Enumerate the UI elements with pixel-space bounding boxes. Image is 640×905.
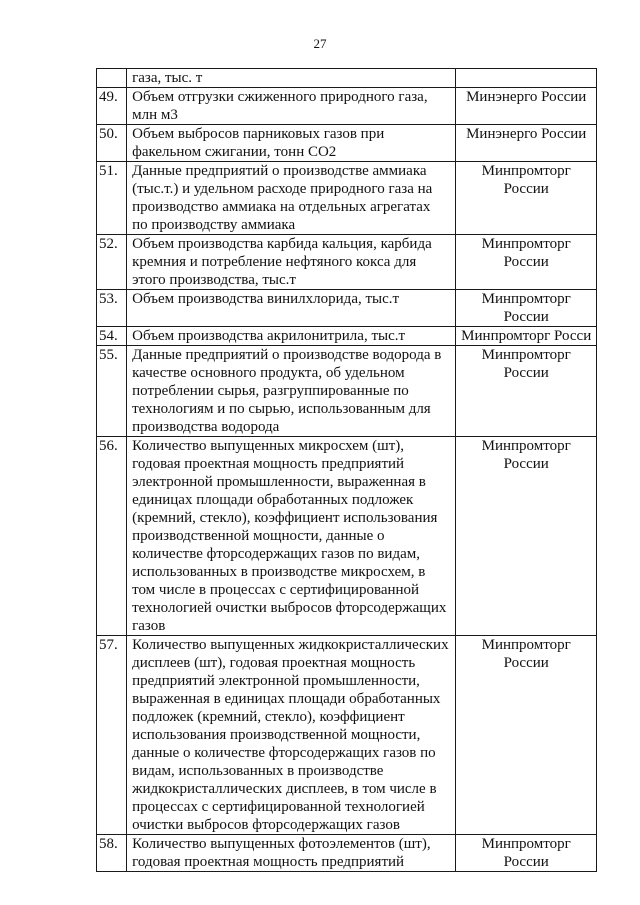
row-description: Объем выбросов парниковых газов при факельном сжигании, тонн CO2 xyxy=(132,126,385,160)
row-responsible-agency-cell xyxy=(456,162,597,235)
table-row xyxy=(97,437,597,636)
table-row xyxy=(97,162,597,235)
page-number: 27 xyxy=(313,36,327,51)
row-description: Объем отгрузки сжиженного природного газа, млн м3 xyxy=(132,89,428,123)
row-description-cell xyxy=(127,636,456,835)
row-number: 50. xyxy=(97,125,127,162)
row-responsible-agency-cell xyxy=(456,636,597,835)
row-description-cell xyxy=(127,327,456,346)
table-row xyxy=(97,636,597,835)
row-description: Данные предприятий о производстве водорода в качестве основного продукта, об удельном потреблении сырья, разгруппированные по технологиям и по сырью, использованным для производства водорода xyxy=(132,347,442,435)
row-responsible-agency: Минпромторг России xyxy=(481,163,571,197)
row-description-cell xyxy=(127,835,456,872)
table-row xyxy=(97,835,597,872)
row-responsible-agency: Минпромторг России xyxy=(481,347,571,381)
row-description-cell xyxy=(127,162,456,235)
row-number: 58. xyxy=(97,835,127,872)
row-description: Данные предприятий о производстве аммиака (тыс.т.) и удельном расходе природного газа на производство аммиака на отдельных агрегатах по производству аммиака xyxy=(132,163,433,233)
row-responsible-agency: Минпромторг России xyxy=(481,637,571,671)
row-number: 51. xyxy=(97,162,127,235)
row-description-cell xyxy=(127,69,456,88)
table-row xyxy=(97,290,597,327)
table-row xyxy=(97,346,597,437)
row-description: Объем производства винилхлорида, тыс.т xyxy=(132,291,400,307)
row-description-cell xyxy=(127,88,456,125)
row-responsible-agency-cell xyxy=(456,125,597,162)
row-responsible-agency-cell xyxy=(456,327,597,346)
row-responsible-agency: Минэнерго России xyxy=(466,89,587,105)
row-description: Количество выпущенных фотоэлементов (шт), годовая проектная мощность предприятий xyxy=(132,836,431,870)
data-sources-table xyxy=(96,68,597,872)
row-description-cell xyxy=(127,290,456,327)
row-responsible-agency: Минпромторг Росси xyxy=(461,328,592,344)
row-responsible-agency: Минпромторг России xyxy=(481,291,571,325)
row-number: 56. xyxy=(97,437,127,636)
table-row xyxy=(97,88,597,125)
row-number: 49. xyxy=(97,88,127,125)
row-responsible-agency: Минэнерго России xyxy=(466,126,587,142)
row-description: Количество выпущенных микросхем (шт), годовая проектная мощность предприятий электронной промышленности, выраженная в единицах площади обработанных подложек (кремний, стекло), коэффициент использования производственной мощности, данные о количестве фторсодержащих газов по видам, использованных в производстве микросхем, в том числе в процессах с сертифицированной технологией очистки выбросов фторсодержащих газов xyxy=(132,438,447,634)
row-number: 53. xyxy=(97,290,127,327)
row-number: 57. xyxy=(97,636,127,835)
row-description-cell xyxy=(127,346,456,437)
row-responsible-agency-cell xyxy=(456,835,597,872)
row-number: 52. xyxy=(97,235,127,290)
row-description-cell xyxy=(127,437,456,636)
table-row xyxy=(97,69,597,88)
row-responsible-agency-cell xyxy=(456,88,597,125)
row-responsible-agency-cell xyxy=(456,346,597,437)
row-responsible-agency: Минпромторг России xyxy=(481,236,571,270)
table-row xyxy=(97,327,597,346)
row-responsible-agency-cell xyxy=(456,437,597,636)
row-description-cell xyxy=(127,235,456,290)
table-row xyxy=(97,125,597,162)
row-description: Количество выпущенных жидкокристаллических дисплеев (шт), годовая проектная мощность предприятий электронной промышленности, выраженная в единицах площади обработанных подложек (кремний, стекло), коэффициент использования производственной мощности, данные о количестве фторсодержащих газов по видам, использованных в производстве жидкокристаллических дисплеев, в том числе в процессах с сертифицированной технологией очистки выбросов фторсодержащих газов xyxy=(132,637,449,833)
row-responsible-agency-cell xyxy=(456,290,597,327)
row-responsible-agency-cell xyxy=(456,69,597,88)
row-description: Объем производства акрилонитрила, тыс.т xyxy=(132,328,406,344)
row-responsible-agency: Минпромторг России xyxy=(481,836,571,870)
row-number xyxy=(97,69,127,88)
row-responsible-agency-cell xyxy=(456,235,597,290)
row-responsible-agency: Минпромторг России xyxy=(481,438,571,472)
table-row xyxy=(97,235,597,290)
row-number: 54. xyxy=(97,327,127,346)
row-description: газа, тыс. т xyxy=(132,70,203,86)
row-number: 55. xyxy=(97,346,127,437)
row-description: Объем производства карбида кальция, карбида кремния и потребление нефтяного кокса для этого производства, тыс.т xyxy=(132,236,432,288)
row-description-cell xyxy=(127,125,456,162)
